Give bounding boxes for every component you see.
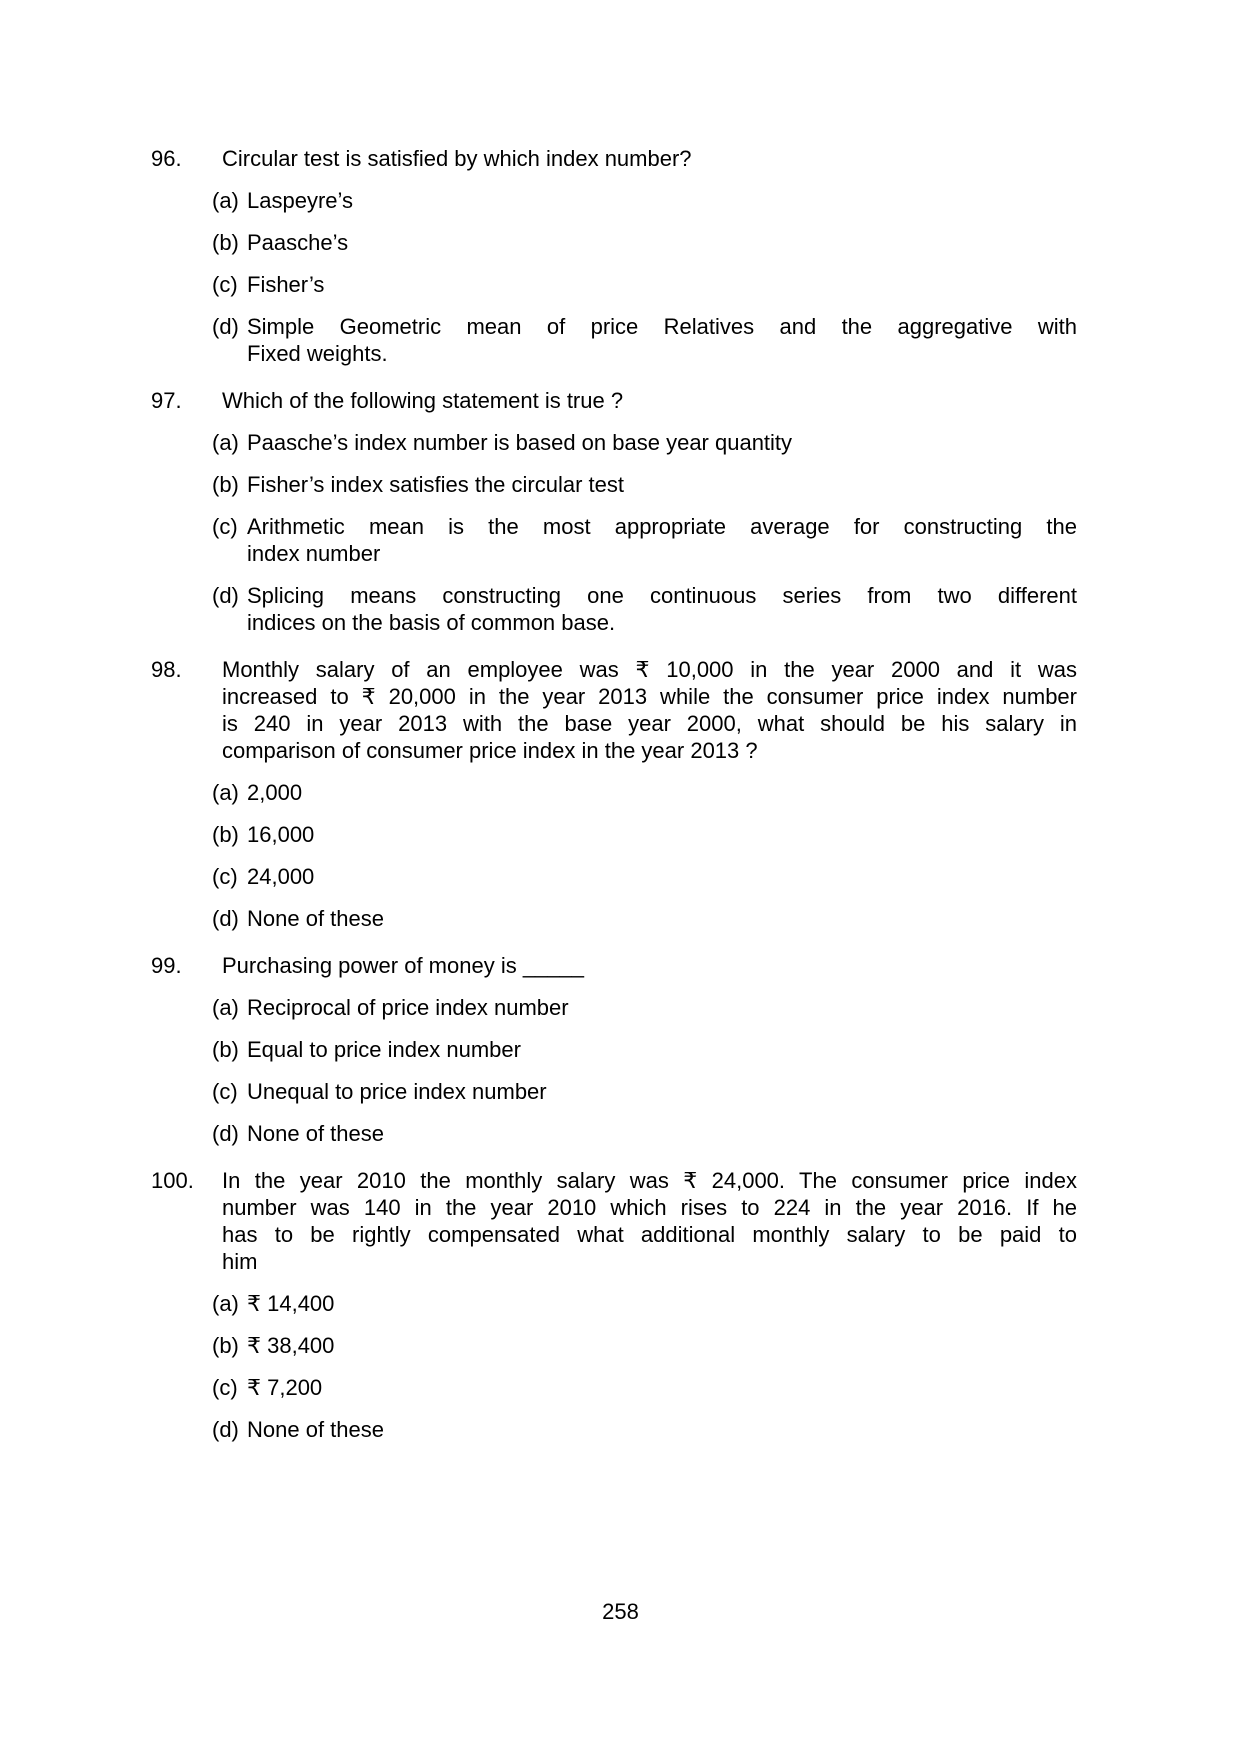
option-text: Fisher’s bbox=[247, 272, 325, 297]
question-text: Purchasing power of money is _____ bbox=[222, 953, 584, 978]
option-row-a bbox=[212, 779, 1077, 806]
question-text: Circular test is satisfied by which index number? bbox=[222, 146, 692, 171]
option-text: Arithmetic mean is the most appropriate average for constructing the index number bbox=[247, 514, 1077, 566]
option-label: (b) bbox=[212, 472, 239, 497]
question-row bbox=[151, 387, 1077, 414]
option-row-c bbox=[212, 271, 1077, 298]
option-label: (b) bbox=[212, 1333, 239, 1358]
question-100 bbox=[151, 1167, 1077, 1443]
question-text: Which of the following statement is true ? bbox=[222, 388, 624, 413]
option-text: ₹ 7,200 bbox=[247, 1375, 323, 1400]
option-text: 24,000 bbox=[247, 864, 315, 889]
option-label: (b) bbox=[212, 822, 239, 847]
option-text: ₹ 38,400 bbox=[247, 1333, 335, 1358]
option-row-a bbox=[212, 994, 1077, 1021]
option-text: Unequal to price index number bbox=[247, 1079, 547, 1104]
option-row-c bbox=[212, 1078, 1077, 1105]
question-number: 99. bbox=[151, 953, 182, 978]
option-label: (c) bbox=[212, 1375, 238, 1400]
option-row-c bbox=[212, 1374, 1077, 1401]
questions-list bbox=[151, 145, 1077, 1443]
question-96 bbox=[151, 145, 1077, 367]
option-row-a bbox=[212, 1290, 1077, 1317]
option-label: (c) bbox=[212, 272, 238, 297]
option-text: Laspeyre’s bbox=[247, 188, 353, 213]
option-row-b bbox=[212, 821, 1077, 848]
option-text: None of these bbox=[247, 1121, 384, 1146]
page-number: 258 bbox=[602, 1599, 639, 1624]
question-text: In the year 2010 the monthly salary was ₹ 24,000. The consumer price index number was 140 in the year 2010 which rises to 224 in the year 2016. If he has to be rightly compensated what additional monthly salary to be paid to him bbox=[222, 1168, 1077, 1274]
option-label: (d) bbox=[212, 583, 239, 608]
option-label: (a) bbox=[212, 1291, 239, 1316]
option-text: Splicing means constructing one continuous series from two different indices on the basis of common base. bbox=[247, 583, 1077, 635]
option-text: ₹ 14,400 bbox=[247, 1291, 335, 1316]
option-text: 2,000 bbox=[247, 780, 303, 805]
question-number: 98. bbox=[151, 657, 182, 682]
option-row-d bbox=[212, 313, 1077, 367]
option-text: Paasche’s bbox=[247, 230, 349, 255]
option-label: (d) bbox=[212, 906, 239, 931]
option-label: (a) bbox=[212, 780, 239, 805]
option-row-c bbox=[212, 863, 1077, 890]
option-text: Simple Geometric mean of price Relatives and the aggregative with Fixed weights. bbox=[247, 314, 1077, 366]
question-row bbox=[151, 656, 1077, 764]
option-label: (c) bbox=[212, 864, 238, 889]
option-label: (c) bbox=[212, 514, 238, 539]
question-99 bbox=[151, 952, 1077, 1147]
option-label: (c) bbox=[212, 1079, 238, 1104]
option-row-d bbox=[212, 1120, 1077, 1147]
option-row-d bbox=[212, 905, 1077, 932]
option-text: None of these bbox=[247, 1417, 384, 1442]
question-97 bbox=[151, 387, 1077, 636]
option-label: (a) bbox=[212, 188, 239, 213]
question-row bbox=[151, 145, 1077, 172]
option-label: (b) bbox=[212, 230, 239, 255]
option-row-b bbox=[212, 1332, 1077, 1359]
option-row-d bbox=[212, 1416, 1077, 1443]
question-98 bbox=[151, 656, 1077, 932]
option-text: Fisher’s index satisfies the circular test bbox=[247, 472, 624, 497]
question-text: Monthly salary of an employee was ₹ 10,000 in the year 2000 and it was increased to ₹ 20,000 in the year 2013 while the consumer price index number is 240 in year 2013 with the base year 2000, what should be his salary in comparison of consumer price index in the year 2013 ? bbox=[222, 657, 1077, 763]
option-row-b bbox=[212, 1036, 1077, 1063]
option-text: Equal to price index number bbox=[247, 1037, 521, 1062]
option-row-a bbox=[212, 429, 1077, 456]
option-label: (d) bbox=[212, 1121, 239, 1146]
option-text: Paasche’s index number is based on base year quantity bbox=[247, 430, 793, 455]
option-label: (d) bbox=[212, 1417, 239, 1442]
option-row-b bbox=[212, 229, 1077, 256]
option-row-a bbox=[212, 187, 1077, 214]
option-text: None of these bbox=[247, 906, 384, 931]
option-row-c bbox=[212, 513, 1077, 567]
page-footer bbox=[0, 1598, 1241, 1625]
question-row bbox=[151, 1167, 1077, 1275]
option-label: (d) bbox=[212, 314, 239, 339]
option-text: 16,000 bbox=[247, 822, 315, 847]
question-number: 97. bbox=[151, 388, 182, 413]
option-label: (a) bbox=[212, 995, 239, 1020]
option-label: (a) bbox=[212, 430, 239, 455]
option-label: (b) bbox=[212, 1037, 239, 1062]
question-number: 100. bbox=[151, 1168, 194, 1193]
option-text: Reciprocal of price index number bbox=[247, 995, 569, 1020]
option-row-b bbox=[212, 471, 1077, 498]
question-row bbox=[151, 952, 1077, 979]
question-number: 96. bbox=[151, 146, 182, 171]
option-row-d bbox=[212, 582, 1077, 636]
